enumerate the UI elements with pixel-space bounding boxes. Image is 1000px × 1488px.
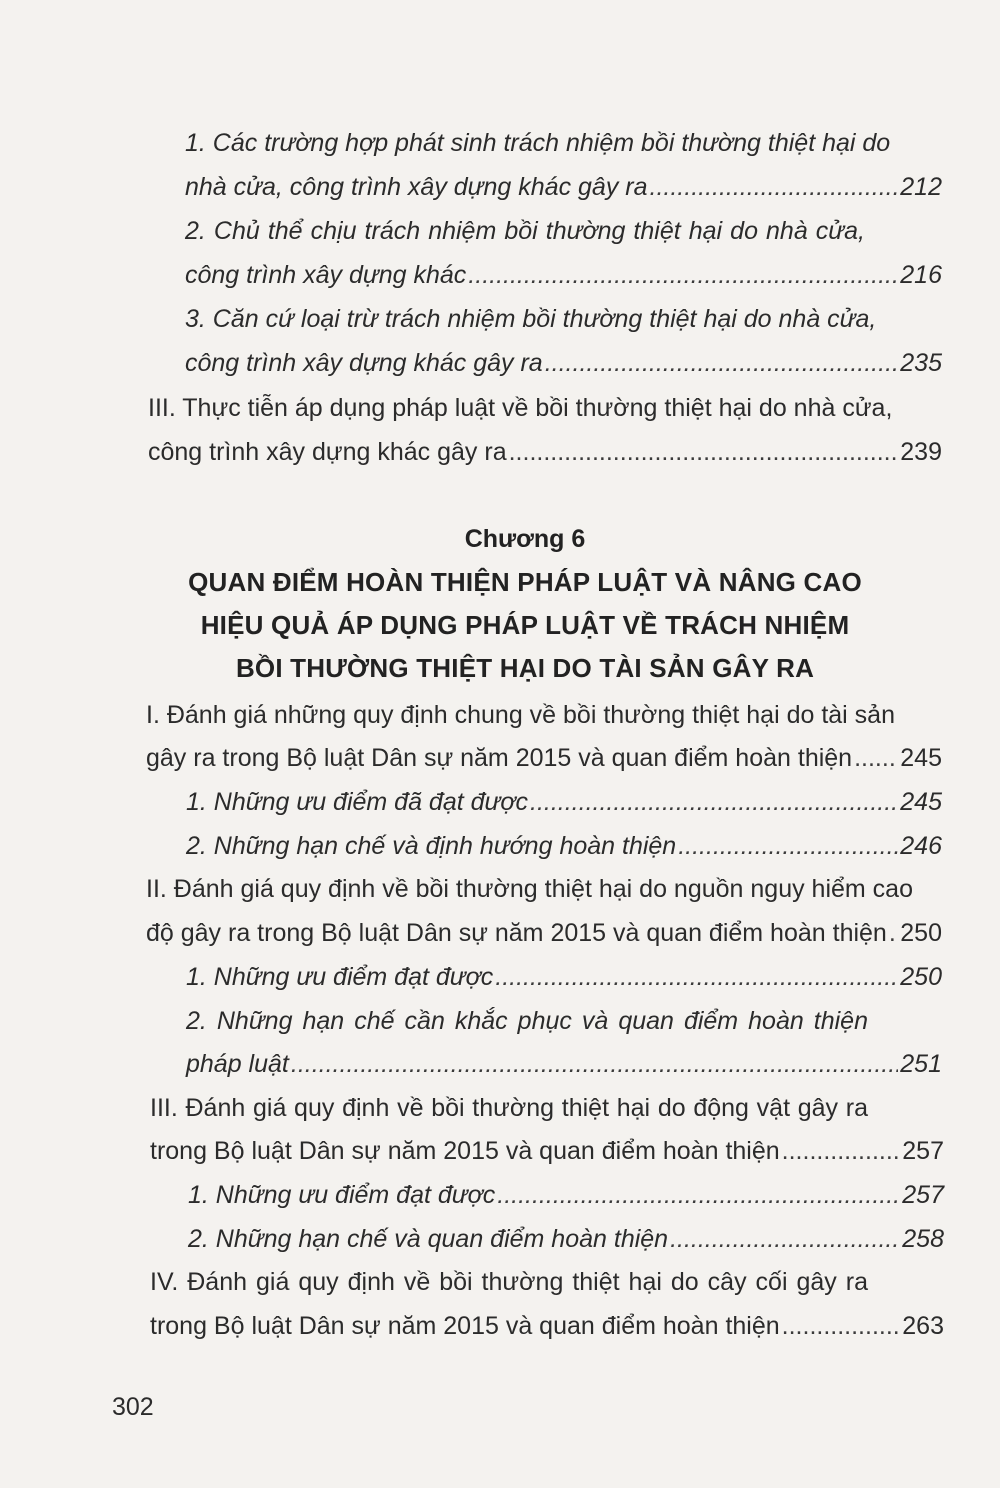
chapter-title-line: BỒI THƯỜNG THIỆT HẠI DO TÀI SẢN GÂY RA [235,653,815,683]
toc-entry [150,1136,944,1166]
toc-entry-text: 1. Những ưu điểm đạt được [186,963,494,991]
dot-leader [854,743,898,773]
toc-entry [186,962,942,992]
toc-entry-text: trong Bộ luật Dân sự năm 2015 và quan điểm hoàn thiện [150,1312,780,1340]
toc-page-number: 250 [900,963,942,991]
toc-entry [185,216,865,246]
dot-leader [509,437,899,467]
toc-entry-text: 1. Những ưu điểm đã đạt được [186,788,528,816]
toc-entry-text: gây ra trong Bộ luật Dân sự năm 2015 và quan điểm hoàn thiện [146,744,853,772]
dot-leader [530,787,898,817]
toc-page-number: 258 [902,1225,944,1253]
toc-entry [188,1224,944,1254]
page-number: 302 [112,1393,154,1421]
dot-leader [291,1049,898,1079]
toc-entry [146,918,942,948]
chapter-title-line: HIỆU QUẢ ÁP DỤNG PHÁP LUẬT VỀ TRÁCH NHIỆM [200,610,850,640]
toc-entry [185,348,942,378]
dot-leader [468,260,898,290]
toc-entry-text: nhà cửa, công trình xây dựng khác gây ra [185,173,648,201]
toc-page-number: 263 [902,1312,944,1340]
toc-entry-text: II. Đánh giá quy định về bồi thường thiệt hại do nguồn nguy hiểm cao [146,875,913,903]
toc-entry [186,787,942,817]
toc-entry-text: 1. Các trường hợp phát sinh trách nhiệm bồi thường thiệt hại do [185,129,891,157]
toc-entry-text: 2. Những hạn chế và định hướng hoàn thiện [186,832,677,860]
toc-page-number: 251 [900,1050,942,1078]
toc-entry-text: III. Thực tiễn áp dụng pháp luật về bồi thường thiệt hại do nhà cửa, [148,394,893,422]
toc-entry [186,1006,868,1036]
toc-page-number: 245 [900,788,942,816]
toc-entry [150,1267,868,1297]
toc-entry-text: IV. Đánh giá quy định về bồi thường thiệt hại do cây cối gây ra [150,1268,868,1296]
toc-entry-text: III. Đánh giá quy định về bồi thường thiệt hại do động vật gây ra [150,1094,868,1122]
chapter-title-line: QUAN ĐIỂM HOÀN THIỆN PHÁP LUẬT VÀ NÂNG CAO [188,567,862,597]
toc-page-number: 235 [900,349,942,377]
toc-entry [185,260,942,290]
toc-entry-text: trong Bộ luật Dân sự năm 2015 và quan điểm hoàn thiện [150,1137,780,1165]
toc-page-number: 246 [900,832,942,860]
dot-leader [889,918,898,948]
toc-entry [146,874,913,904]
toc-entry [185,172,942,202]
dot-leader [678,831,898,861]
toc-entry [186,831,942,861]
toc-page-number: 239 [900,438,942,466]
dot-leader [782,1311,901,1341]
dot-leader [545,348,899,378]
toc-entry [185,128,891,158]
toc-entry-text: độ gây ra trong Bộ luật Dân sự năm 2015 và quan điểm hoàn thiện [146,919,887,947]
toc-entry-text: công trình xây dựng khác [185,261,467,289]
toc-entry [146,700,895,730]
toc-entry [146,743,942,773]
toc-entry-text: pháp luật [186,1050,289,1078]
toc-entry [186,1049,942,1079]
toc-entry-text: I. Đánh giá những quy định chung về bồi thường thiệt hại do tài sản [146,701,895,729]
toc-entry-text: 2. Chủ thể chịu trách nhiệm bồi thường thiệt hại do nhà cửa, [185,217,865,245]
chapter-label: Chương 6 [464,525,586,553]
toc-page-number: 212 [900,173,942,201]
toc-page-number: 257 [902,1137,944,1165]
toc-entry-text: 2. Những hạn chế và quan điểm hoàn thiện [188,1225,669,1253]
toc-page-number: 250 [900,919,942,947]
toc-entry [148,393,893,423]
toc-entry-text: 2. Những hạn chế cần khắc phục và quan điểm hoàn thiện [186,1007,868,1035]
toc-entry [150,1093,868,1123]
toc-page-number: 216 [900,261,942,289]
toc-page-number: 257 [902,1181,944,1209]
toc-page-number: 245 [900,744,942,772]
toc-entry-text: 3. Căn cứ loại trừ trách nhiệm bồi thường thiệt hại do nhà cửa, [185,305,877,333]
dot-leader [782,1136,901,1166]
dot-leader [495,962,898,992]
toc-entry [185,304,877,334]
toc-entry-text: công trình xây dựng khác gây ra [185,349,543,377]
dot-leader [497,1180,900,1210]
toc-entry [148,437,942,467]
toc-entry-text: công trình xây dựng khác gây ra [148,438,507,466]
toc-entry-text: 1. Những ưu điểm đạt được [188,1181,496,1209]
toc-entry [188,1180,944,1210]
dot-leader [670,1224,900,1254]
toc-entry [150,1311,944,1341]
dot-leader [650,172,899,202]
